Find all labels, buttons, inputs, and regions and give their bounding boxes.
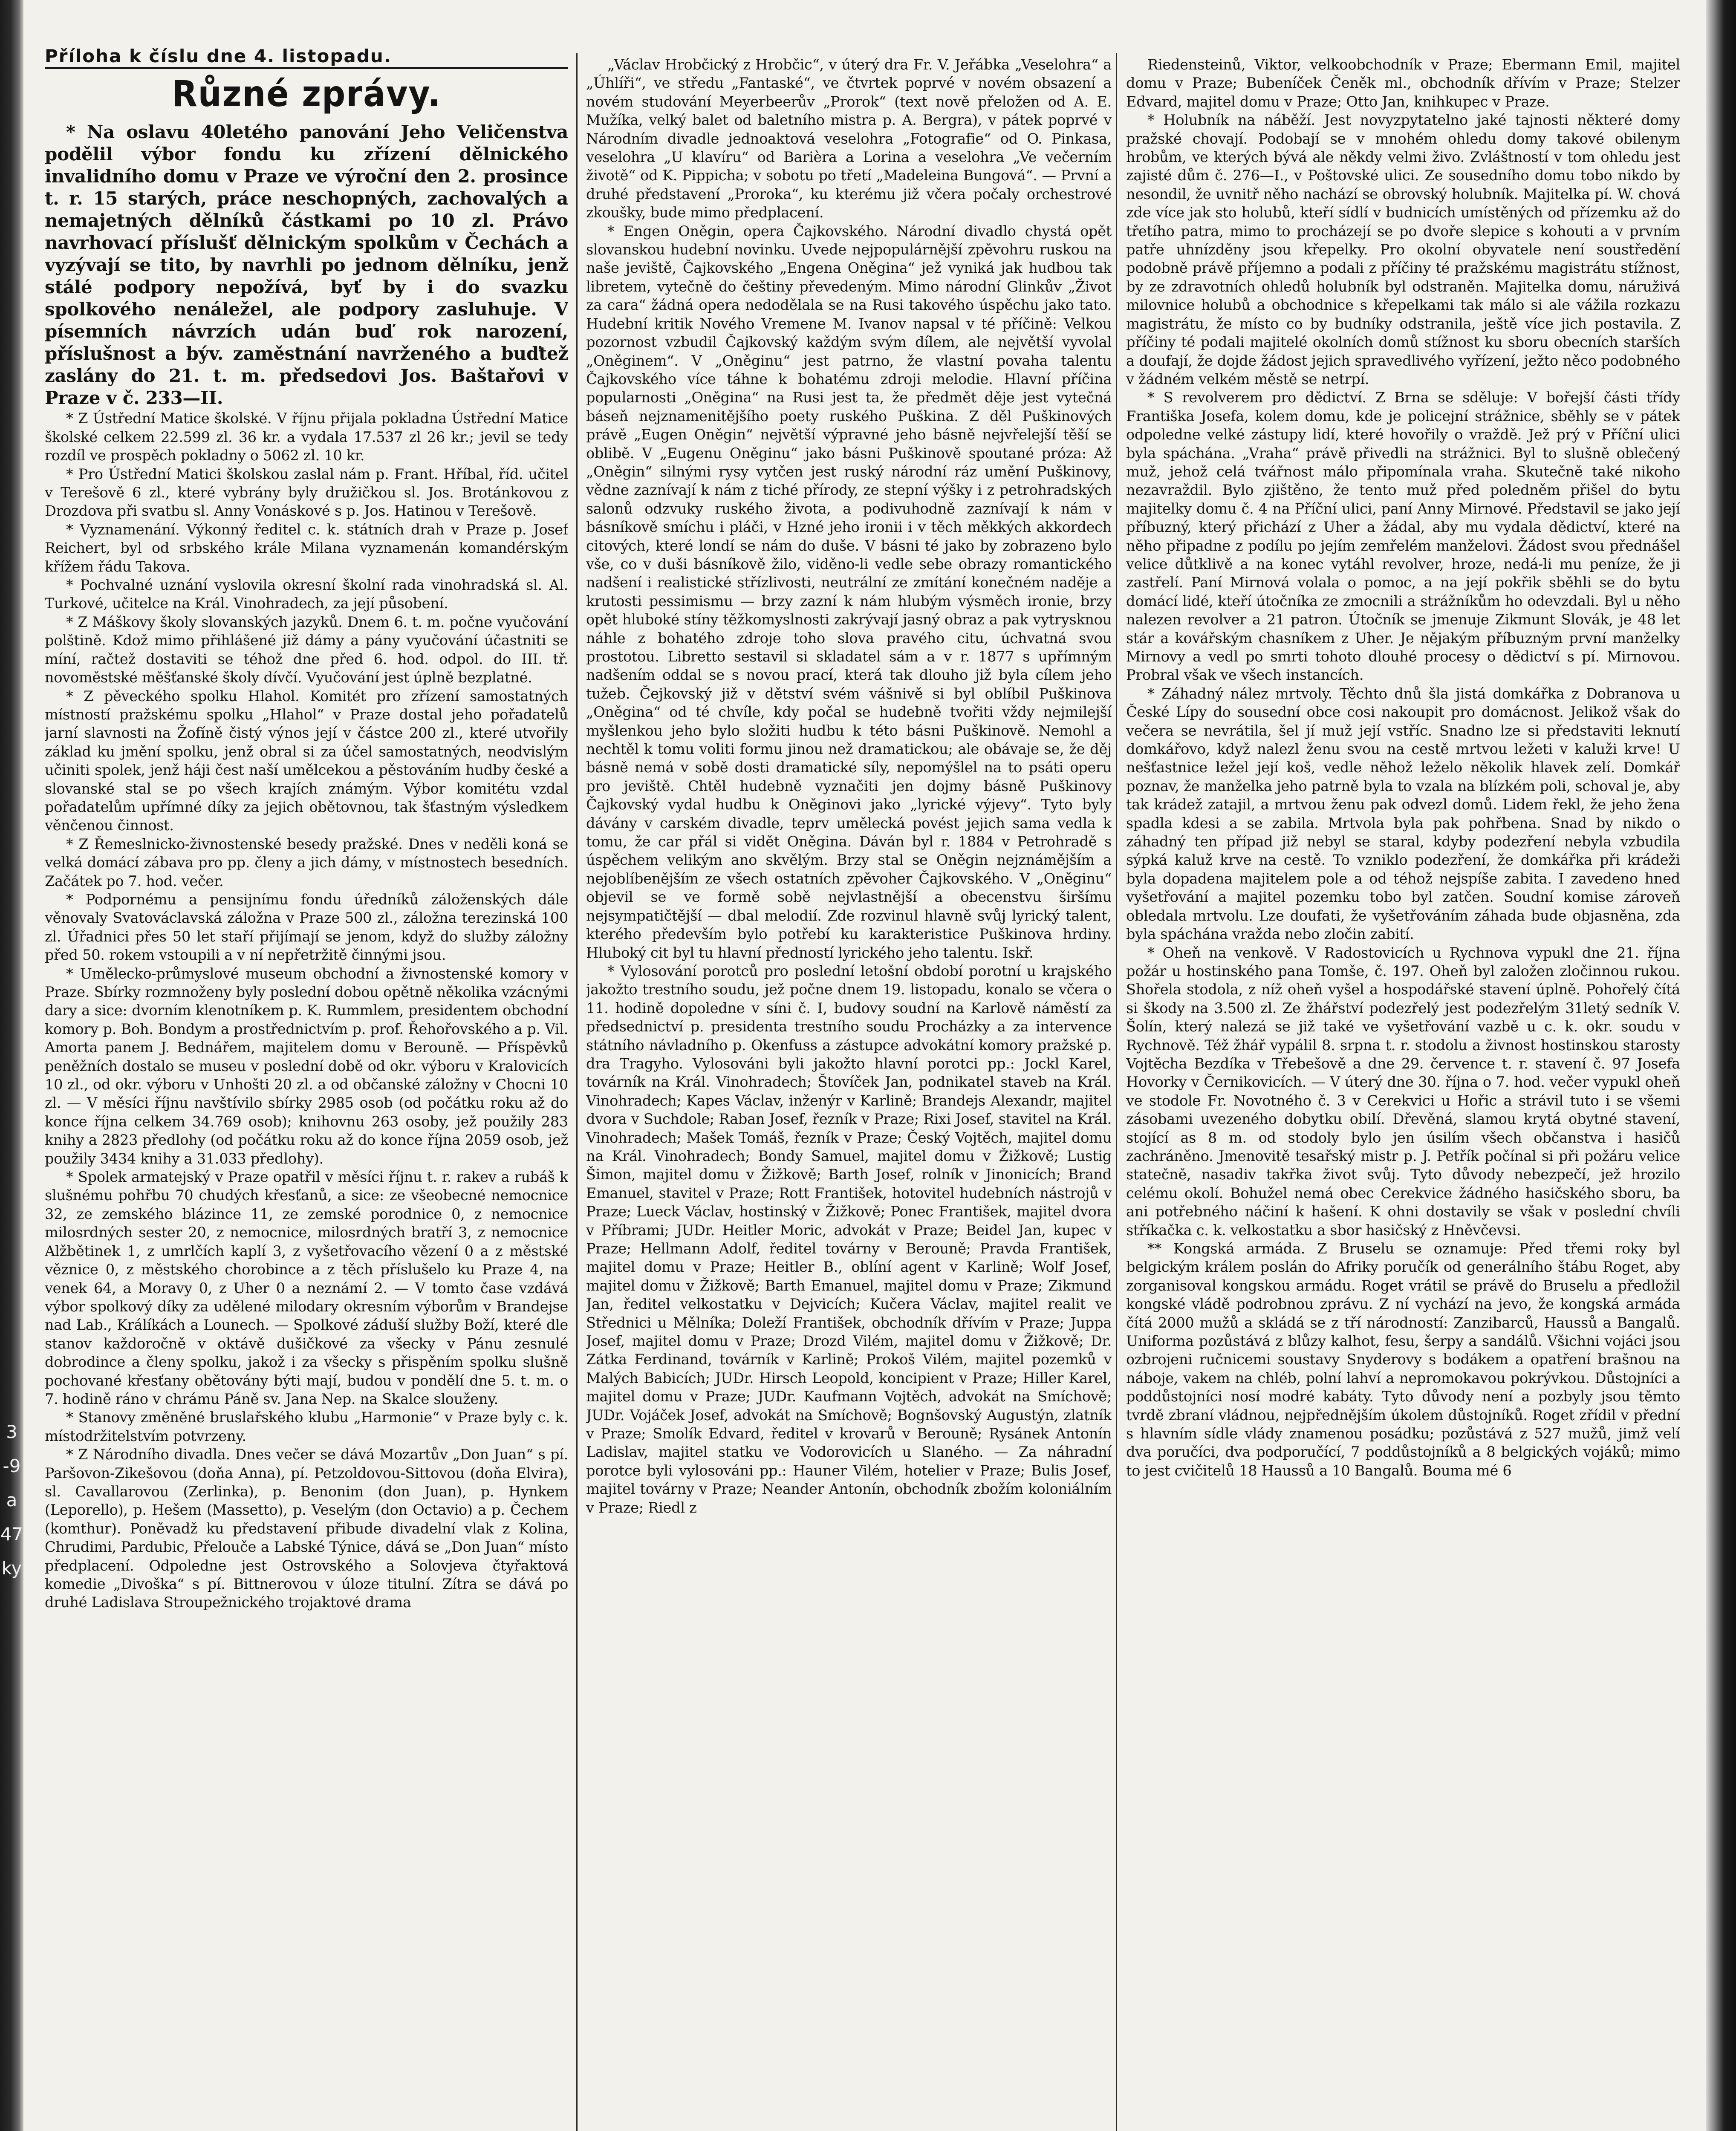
news-item: * Spolek armatejský v Praze opatřil v měsíci říjnu t. r. rakev a rubáš k slušnému pohřbu 70 chudých křesťanů, a sice: ze všeobecné nemocnice 32, ze zemského blázince 11, ze zemské porodnice 0, z nemocnice milosrdných sester 20, z nemocnice, milosrdných bratří 3, z nemocnice Alžbětinek 1, z umrlčích kaplí 3, z vyšetřovacího vězení 0 a z městské věznice 0, z městského chorobince a z těch příslušelo ku Praze 4, na venek 64, a Moravy 0, z Uher 0 a neznámí 2. — V tomto čase vzdává výbor spolkový díky za udělené milodary okresním výborům v Brandejse nad Lab., Králíkách a Lounech. — Spolkové záduší služby Boží, které dle stanov každoročně v oktávě dušičkové za všecky v Pánu zesnulé dobrodince a členy spolku, jakož i za všecky s přispěním spolku slušně pochované křesťany obětovány býti mají, budou v pondělí dne 5. t. m. o 7. hodině ráno v chrámu Páně sv. Jana Nep. na Skalce slouženy. (45, 1169, 568, 1407)
margin-scrap: 47 (0, 1524, 23, 1545)
news-item: * Holubník na náběží. Jest novyzpytatelno jaké tajnosti některé domy pražské chovají. Podobají se v mnohém ohledu domy takové obilenym hrobům, ve kterých bývá ale někdy velmi živo. Zvláštností v tom ohledu jest zajisté dům č. 276—I., v Poštovské ulici. Ze sousedního domu tobo nikdo by nesondil, že uvnitř něho nachází se obrovský holubník. Majitelka pí. W. chová zde více jak sto holubů, kteří sídlí v budnicích umístěných od přízemku až do třetího patra, mimo to procházejí se po dvoře slepice s kohouti a v prvním patře uhnízděny jsou křepelky. Pro okolní obyvatele není soustředění podobně právě příjemno a podali z příčiny té pražskému magistrátu stížnost, by ze zdravotních ohledů holubník byl odstraněn. Majitelka domu, náruživá milovnice holubů a obchodnice s křepelkami tak málo si ale vážila rozkazu magistrátu, že místo co by budníky odstranila, ještě více jich postavila. Z příčiny té podali majitelé okolních domů stížnost ku sboru obecních starších a doufají, že dojde žádost jejich spravedlivého vyřízení, ježto něco podobného v žádném velkém městě se netrpí. (1126, 112, 1680, 387)
news-item: * Z pěveckého spolku Hlahol. Komitét pro zřízení samostatných místností pražskému spolku „Hlahol“ v Praze dostal jeho pořadatelů jarní slavnosti na Žofíně čistý výnos její v částce 200 zl., které utvořily základ ku jmění spolku, jenž obral si za účel samostatných, neodvislým učiniti spolek, jenž háji čest naší umělcekou a pěstováním hudby české a slovanské stal se po všech krajích známým. Výbor komitétu vzdal pořadatelům upřímné díky za jejich obětovnou, tak šťastným výsledkem věnčenou činnost. (45, 687, 568, 834)
news-item: „Václav Hrobčický z Hrobčic“, v úterý dra Fr. V. Jeřábka „Veselohra“ a „Úhlíři“, ve středu „Fantaské“, ve čtvrtek poprvé v novém obsazení a novém studování Meyerbeerův „Prorok“ (text nově přeložen od A. E. Mužíka, velký balet od baletního mistra p. A. Bergra), v pátek poprvé v Národním divadle jednoaktová veselohra „Fotografie“ od O. Pinkasa, veselohra „U klavíru“ od Barièra a Lorina a veselohra „Ve večerním životě“ od K. Pippicha; v sobotu po třetí „Madeleina Bungová“. — První a druhé představení „Proroka“, ku kterému již včera počaly orchestrové zkoušky, bude mimo předplacení. (586, 56, 1112, 221)
column-3-articles (1126, 55, 1680, 1480)
news-item: * Umělecko-průmyslové museum obchodní a živnostenské komory v Praze. Sbírky rozmnoženy byly poslední dobou opětně několika vzácnými dary a sice: dvorním klenotníkem p. K. Rummlem, presidentem obchodní komory p. Boh. Bondym a prostřednictvím p. prof. Řehořovského a p. Vil. Amorta panem J. Bednářem, majitelem domu v Berouně. — Příspěvků peněžních dostalo se museu v poslední době od okr. výboru v Kralovicích 10 zl., od okr. výboru v Unhošti 20 zl. a od občanské záložny v Chocni 10 zl. — V měsíci říjnu navštívilo sbírky 2985 osob (od počátku roku až do konce října celkem 34.769 osob); knihovnu 263 osoby, jež použily 283 knihy a 2823 předlohy (od počátku roku až do konce října 2059 osob, jež použily 3434 knihy a 31.033 předlohy). (45, 965, 568, 1167)
news-item: * Na oslavu 40letého panování Jeho Veličenstva podělil výbor fondu ku zřízení dělnického invalidního domu v Praze ve výroční den 2. prosince t. r. 15 starých, práce neschopných, zachovalých a nemajetných dělníků částkami po 10 zl. Právo navrhovací příslušť dělnickým spolkům v Čechách a vyzývají se tito, by navrhli po jednom dělníku, jenž stálé podpory nepožívá, byť by i do svazku spolkového nenáležel, ale podpory zasluhuje. V písemních návrzích udán buď rok narození, příslušnost a býv. zaměstnání navrženého a buďtež zaslány do 21. t. m. předsedovi Jos. Baštařovi v Praze v č. 233—II. (45, 121, 568, 409)
news-item: * Pochvalné uznání vyslovila okresní školní rada vinohradská sl. Al. Turkové, učitelce na Král. Vinohradech, za její působení. (45, 577, 568, 612)
news-item: * Oheň na venkově. V Radostovicích u Rychnova vypukl dne 21. října požár u hostinského pana Tomše, č. 197. Oheň byl založen zločinnou rukou. Shořela stodola, z níž oheň vyšel a hospodářské stavení úplně. Pohořelý čítá si škody na 3.500 zl. Ze žhářství podezřelý jest podezřelým 31letý sedník V. Šolín, který nalezá se již také ve vyšetřování vazbě u c. k. okr. soudu v Rychnově. Též žhář vypálil 8. srpna t. r. stodolu a živnost hostinskou starosty Vojtěcha Bezdíka v Třebešově a dne 29. července t. r. stavení č. 97 Josefa Hovorky v Černikovicích. — V úterý dne 30. října o 7. hod. večer vypukl oheň ve stodole Fr. Novotného č. 3 v Cerekvici u Hořic a strávil tuto i se všemi zásobami uvezeného dobytku obilí. Dřevěná, slamou krytá obytné stavení, stojící as 8 m. od stodoly bylo jen úsilím všech občanstva i hasičů zachráněno. Jmenovitě tesařský mistr p. J. Petřík počínal si při požáru velice statečně, nasadiv takřka život svůj. Tyto důvody nebezpečí, jež hrozilo celému okolí. Bohužel nemá obec Cerekvice žádného hasičského sboru, ba ani potřebného náčiní k hašení. K ohni dostavily se však v poslední chvíli stříkačka c. k. velkostatku a sbor hasičský z Hněvčevsi. (1126, 944, 1680, 1239)
column-2 (586, 55, 1112, 2131)
margin-scrap: -9 (3, 1455, 21, 1476)
news-item: * Z Řemeslnicko-živnostenské besedy pražské. Dnes v neděli koná se velká domácí zábava pro pp. členy a jich dámy, v místnostech besedních. Začátek po 7. hod. večer. (45, 835, 568, 889)
news-item: * Z Národního divadla. Dnes večer se dává Mozartův „Don Juan“ s pí. Paršovon-Zikešovou (doňa Anna), pí. Petzoldovou-Sittovou (doňa Elvira), sl. Cavallarovou (Zerlinka), p. Benonim (don Juan), p. Hynkem (Leporello), p. Hešem (Massetto), p. Veselým (don Octavio) a p. Čechem (komthur). Poněvadž ku představení přibude divadelní vlak z Kolina, Chrudimi, Pardubic, Přelouče a Labské Týnice, dává se „Don Juan“ místo předplacení. Odpoledne jest Ostrovského a Solovjeva čtyřaktová komedie „Divoška“ s pí. Bittnerovou v úloze titulní. Zítra se dává po druhé Ladislava Stroupežnického trojaktové drama (45, 1446, 568, 1611)
news-item: * S revolverem pro dědictví. Z Brna se sděluje: V bořejší části třídy Františka Josefa, kolem domu, kde je policejní strážnice, sběhly se v pátek odpoledne velké zástupy lidí, které hovořily o vraždě. Jež prý v Příční ulici byla spáchána. „Vraha“ právě přivedli na strážnici. Byl to slušně oblečený muž, jehož celá tvářnost málo připomínala vraha. Skutečně také nikoho nezavraždil. Bylo zjištěno, že tento muž před poledněm přišel do bytu majitelky domu č. 4 na Příční ulici, paní Anny Mirnové. Představil se jako její příbuzný, který přichází z Uher a žádal, aby mu vydala dědictví, které na něho připadne z podílu po jejím zemřelém manželovi. Žádost svou přednášel velice důtklivě a na konec vytáhl revolver, hroze, nedá-li mu peníze, že ji zastřelí. Paní Mirnová volala o pomoc, a na její pokřik sběhli se do bytu domácí lidé, kteří útočníka ze zmocnili a strážníkům ho odevzdali. Byl u něho nalezen revolver a 21 patron. Útočník se jmenuje Zikmunt Slovák, je 48 let stár a kovářským chasníkem z Uher. Je nějakým příbuzným první manželky Mirnovy a vedl po smrti tohoto dlouhé procesy o dědictví s pí. Mirnovou. Probral však ve všech instancích. (1126, 389, 1680, 684)
right-page-edge (1706, 0, 1736, 2131)
news-item: * Stanovy změněné bruslařského klubu „Harmonie“ v Praze byly c. k. místodržitelstvím potvrzeny. (45, 1409, 568, 1444)
margin-scrap: 3 (6, 1421, 17, 1442)
section-title: Různé zprávy. (172, 73, 441, 115)
news-item: * Pro Ústřední Matici školskou zaslal nám p. Frant. Hříbal, říd. učitel v Terešově 6 zl., které vybrány byly družičkou sl. Jos. Brotánkovou z Drozdova při svatbu sl. Anny Vonáskové s p. Jos. Hatinou v Terešově. (45, 465, 568, 520)
margin-scrap: ky (1, 1558, 22, 1579)
news-item: Riedensteinů, Viktor, velkoobchodník v Praze; Ebermann Emil, majitel domu v Praze; Bubeníček Čeněk ml., obchodník dřívím v Praze; Stelzer Edvard, majitel domu v Praze; Otto Jan, knihkupec v Praze. (1126, 56, 1680, 110)
column-divider (1116, 53, 1117, 2131)
news-item: * Engen Oněgin, opera Čajkovského. Národní divadlo chystá opět slovanskou hudební novinku. Uvede nejpopulárnější zpěvohru ruskou na naše jeviště, Čajkovského „Engena Oněgina“ jež vyniká jak hudbou tak libretem, vytečně do češtiny převedeným. Mimo národní Glinkův „Život za cara“ žádná opera nedodělala se na Rusi takového úspěchu jako tato. Hudební kritik Nového Vremene M. Ivanov napsal v té příčině: Velkou pozornost vzbudil Čajkovský každým svým dílem, ale největší vyvolal „Oněginem“. V „Oněginu“ jest patrno, že vlastní povaha talentu Čajkovského více táhne k bohatému zdroji melodie. Hlavní příčina popularnosti „Oněgina“ na Rusi jest ta, že předmět děje jest vytečná báseň nejznamenitějšího poety ruského Puškina. Z děl Puškinových právě „Eugen Oněgin“ největší výpravné jeho básně nejvřelejší těší se oblibě. V „Eugenu Oněginu“ jako básni Puškinově spoutané próza: Až „Oněgin“ silnými rysy vytčen jest ruský národní ráz umění Puškinovy, vědne zaznívají k nám z tiché přírody, ze stepní výšky i z petrohradských salonů odzvuky ruského života, a podivuhodně zaznívají k nám v básníkově smíchu i pláči, v Hzné jeho ironii i v těch měkkých akkordech citových, které londí se nám do duše. V básni té jako by zobrazeno bylo vše, co v duši básníkově žilo, viděno-li vedle sebe obrazy romantického nadšení i realistické střízlivosti, neutrální ze zmítání konečném naděje a krutosti pessimismu — brzy zazní k nám hlubým výsměch ironie, brzy opět hluboké stíny těžkomyslnosti zakrývají jasný obraz a pak vytrysknou náhle z bohatého zdroje toho slova pravého citu, úchvatná svou prostotou. Libretto sestavil si skladatel sám a v r. 1877 s upřímným nadšením oddal se s novou prací, která tak dlouho již byla cílem jeho tužeb. Čejkovský již v dětství svém vášnivě si byl oblíbil Puškinova „Oněgina“ od té chvíle, kdy počal se hudebně tvořiti vždy nejmilejší myšlenkou jeho bylo složiti hudbu k této básni Puškinově. Nemohl a nechtěl k tomu voliti formu jinou než dramatickou; ale obávaje se, že děj básně nemá v sobě dosti dramatické síly, nepomýšlel na to psáti operu pro jeviště. Chtěl hudebně vyznačiti jen dojmy básně Puškinovy Čajkovský vydal hudbu k Oněginovi jako „lyrické výjevy“. Tyto byly dávány v carském divadle, teprv umělecká povést jejich sama vedla k tomu, že car přál si vidět Oněgina. Dáván byl r. 1884 v Petrohradě s úspěchem velikým ano skvělým. Brzy stal se Oněgin nejznámějším a nejoblíbenějším ze všech ostatních zpěvoher Čajkovského. V „Oněginu“ objevil se ve formě sobě nejvlastnější a obecenstvu širšímu nejsympatičtější — dbal melodií. Zde rozvinul hlavně svůj lyrický talent, kterého především bylo potřebí ku karakteristice Puškinova hrdiny. Hluboký cit byl tu hlavní předností lyrického jeho talentu. Iskř. (586, 222, 1112, 961)
news-item: * Vylosování porotců pro poslední letošní období porotní u krajského jakožto trestního soudu, jež počne dnem 19. listopadu, konalo se včera o 11. hodině dopoledne v síni č. I, budovy soudní na Karlově náměstí za předsednictví p. presidenta trestního soudu Procházky a za intervence státního návladního p. Okenfuss a zástupce advokátní komory pražské p. dra Tragyho. Vylosováni byli jakožto hlavní porotci pp.: Jockl Karel, továrník na Král. Vinohradech; Štovíček Jan, podnikatel staveb na Král. Vinohradech; Kapes Václav, inženýr v Karlině; Brandejs Alexandr, majitel dvora v Suchdole; Raban Josef, řezník v Praze; Rixi Josef, stavitel na Král. Vinohradech; Mašek Tomáš, řezník v Praze; Český Vojtěch, majitel domu na Král. Vinohradech; Bondy Samuel, majitel domu v Žižkově; Lustig Šimon, majitel domu v Žižkově; Barth Josef, rolník v Jinonicích; Brand Emanuel, stavitel v Praze; Rott František, hotovitel hudebních nástrojů v Praze; Lueck Václav, hostinský v Žižkově; Ponec František, majitel dvora v Příbrami; JUDr. Heitler Moric, advokát v Praze; Beidel Jan, kupec v Praze; Hellmann Adolf, ředitel továrny v Berouně; Pravda František, majitel domu v Praze; Heitler B., oblíní agent v Karlině; Wolf Josef, majitel domu v Žižkově; Barth Emanuel, majitel domu v Praze; Zikmund Jan, ředitel velkostatku v Dejvicích; Kučera Václav, majitel realit ve Střednici u Mělníka; Doleží František, obchodník dřívím v Praze; Juppa Josef, majitel domu v Praze; Drozd Vilém, majitel domu v Žižkově; Dr. Zátka Ferdinand, továrník v Karlině; Prokoš Vilém, majitel pozemků v Malých Babicích; JUDr. Hirsch Leopold, koncipient v Praze; Hiller Karel, majitel domu v Praze; JUDr. Kaufmann Vojtěch, advokát na Smíchově; JUDr. Vojáček Josef, advokát na Smíchově; Bognšovský Augustýn, zlatník v Praze; Smolík Edvard, ředitel v krovarů v Berouně; Rysánek Antonín Ladislav, majitel statku ve Vodorovicích u Slaného. — Za náhradní porotce byli vylosováni pp.: Hauner Vilém, hotelier v Praze; Bulis Josef, majitel továrny v Praze; Neander Antonín, obchodník zbožím koloniálním v Praze; Riedl z (586, 962, 1112, 1516)
column-2-articles (586, 55, 1112, 1517)
news-item: * Záhadný nález mrtvoly. Těchto dnů šla jistá domkářka z Dobranova u České Lípy do sousední obce cosi nakoupit pro domácnost. Jelikož však do večera se nevrátila, šel jí muž její vstříc. Snadno lze si představiti leknutí domkářovo, když nalezl ženu svou na cestě mrtvou ležeti v kaluži krve! U nešťastnice ležel její koš, vedle něhož leželo několik hlavek zelí. Domkář poznav, že manželka jeho patrně byla to vzala na blízkém poli, schoval je, aby tak krádež zatajil, a mrtvou ženu pak odvezl domů. Lidem řekl, že jeho žena spadla kdesi a se zabila. Mrtvola byla pak pohřbena. Snad by nikdo o záhadný ten případ již nebyl se staral, kdyby podezření nebyla vzbudila sýpká kaluž krve na cestě. To vzniklo podezření, že domkářka při krádeži byla dopadena majitelem pole a od téhož nejspíše zabita. I zavedeno hned vyšetřování a majitel pozemku tobo byl zatčen. Soudní komise zároveň obledala mrtvolu. Lze doufati, že vyšetřováním záhada bude objasněna, zda byla spáchána vražda nebo zločin zabití. (1126, 685, 1680, 943)
news-item: * Z Ústřední Matice školské. V říjnu přijala pokladna Ústřední Matice školské celkem 22.599 zl. 36 kr. a vydala 17.537 zl 26 kr.; jevil se tedy rozdíl ve prospěch pokladny o 5062 zl. 10 kr. (45, 410, 568, 464)
news-item: * Vyznamenání. Výkonný ředitel c. k. státních drah v Praze p. Josef Reichert, byl od srbského krále Milana vyznamenán komandérským křížem řádu Takova. (45, 521, 568, 575)
news-item: ** Kongská armáda. Z Bruselu se oznamuje: Před třemi roky byl belgickým králem poslán do Afriky poručík od generálního štábu Roget, aby zorganisoval kongskou armádu. Roget vrátil se právě do Bruselu a předložil kongské vládě podrobnou zprávu. Z ní vychází na jevo, že kongská armáda čítá 2000 mužů a skládá se z tří národností: Zanzibarců, Haussů a Bangalů. Uniforma pozůstává z blůzy kalhot, fesu, šerpy a sandálů. Všichni vojáci jsou ozbrojeni ručnicemi soustavy Snyderovy s bodákem a opatření brašnou na náboje, vakem na chléb, polní lahví a nepromokavou pokrývkou. Důstojníci a poddůstojníci nosí modré kabáty. Tyto důvody není a pozbyly jsou těmto tvrdě zbraní vládnou, nejpřednějším úkolem důstojníků. Roget zřídil v přední s hlavním sídle vlády znamenou posádku; pozůstává z 527 mužů, jimž velí dva poručíci, dva podporučící, 7 poddůstojníků a 8 belgických vojáků; mimo to jest cvičitelů 18 Haussů a 10 Bangalů. Bouma mé 6 (1126, 1240, 1680, 1479)
column-1-articles (45, 121, 568, 1611)
column-1 (45, 47, 568, 2131)
margin-scraps (0, 1415, 23, 1585)
news-item: * Podpornému a pensijnímu fondu úředníků záloženských dále věnovaly Svatováclavská záložna v Praze 500 zl., záložna terezinská 100 zl. Úřadnici přes 50 let staří přijímají se jenom, když do služby záložny před 50. rokem vstoupili a v ní nepřetržitě činnými jsou. (45, 891, 568, 964)
supplement-header: Příloha k číslu dne 4. listopadu. (45, 47, 568, 69)
column-divider (576, 53, 578, 2131)
binding-edge (0, 0, 23, 2131)
margin-scrap: a (6, 1490, 17, 1510)
news-item: * Z Máškovy školy slovanských jazyků. Dnem 6. t. m. počne vyučování polštině. Kdož mimo přihlášené již dámy a pány vyučování účastniti se míní, račtež dostaviti se téhož dne před 6. hod. odpol. do III. tř. novoměstské měšťanské školy dívčí. Vyučování jest úplně bezplatné. (45, 613, 568, 686)
column-3 (1126, 55, 1680, 2131)
